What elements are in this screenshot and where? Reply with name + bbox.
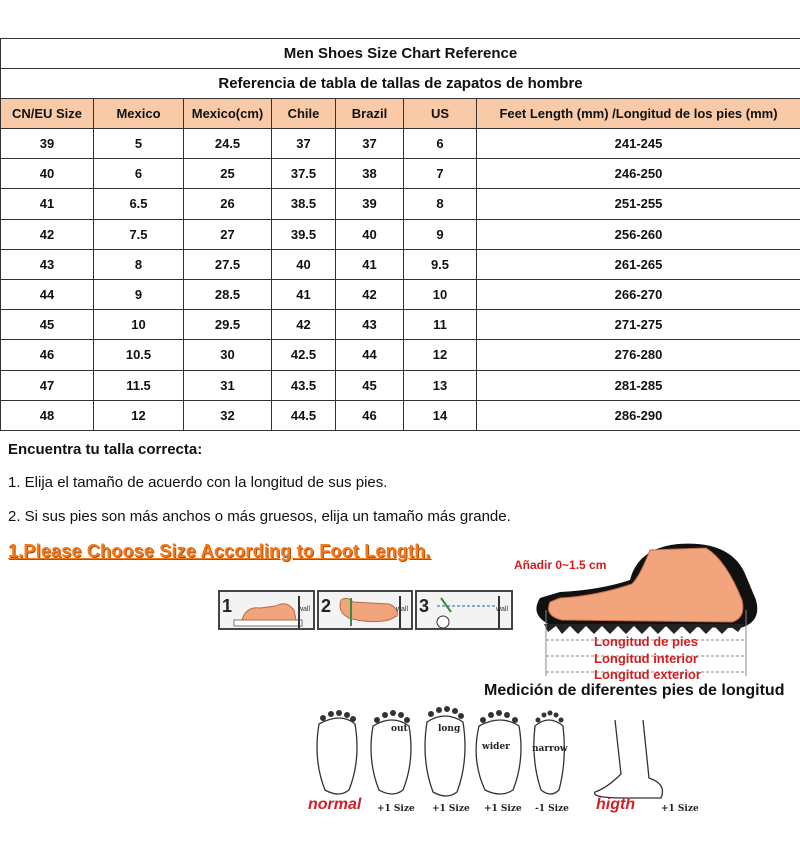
table-title-row	[1, 39, 800, 69]
table-cell: 10	[94, 310, 184, 340]
table-cell: 7	[404, 159, 477, 189]
table-cell: 32	[184, 400, 272, 430]
wider-foot-shape	[476, 720, 521, 794]
long-label: long	[438, 724, 461, 734]
table-row	[1, 370, 800, 400]
table-row	[1, 159, 800, 189]
table-cell: 12	[94, 400, 184, 430]
table-cell: 6	[404, 129, 477, 159]
table-cell: 11	[404, 310, 477, 340]
table-cell: 29.5	[184, 310, 272, 340]
table-cell: 43	[336, 310, 404, 340]
table-cell: 44	[336, 340, 404, 370]
table-cell: 38.5	[272, 189, 336, 219]
table-row	[1, 219, 800, 249]
table-row	[1, 129, 800, 159]
table-row	[1, 249, 800, 279]
table-cell: 241-245	[477, 129, 800, 159]
size-note-long: +1 Size	[432, 804, 470, 814]
table-row	[1, 310, 800, 340]
narrow-label: narrow	[532, 744, 568, 754]
table-cell: 39.5	[272, 219, 336, 249]
table-cell: 271-275	[477, 310, 800, 340]
table-title-es: Referencia de tabla de tallas de zapatos de hombre	[1, 69, 800, 99]
outer-length-label: Longitud exterior	[594, 667, 701, 682]
table-cell: 11.5	[94, 370, 184, 400]
header-us: US	[404, 99, 477, 129]
table-cell: 45	[336, 370, 404, 400]
header-cn-eu: CN/EU Size	[1, 99, 94, 129]
inner-length-label: Longitud interior	[594, 651, 698, 666]
table-cell: 27.5	[184, 249, 272, 279]
wall-label: wall	[395, 606, 408, 613]
step-number: 1	[222, 596, 233, 616]
size-note-out: +1 Size	[377, 804, 415, 814]
measure-step-1	[218, 590, 315, 630]
table-cell: 37	[272, 129, 336, 159]
table-cell: 46	[1, 340, 94, 370]
table-cell: 10.5	[94, 340, 184, 370]
table-cell: 42	[336, 279, 404, 309]
table-cell: 37	[336, 129, 404, 159]
table-cell: 9	[94, 279, 184, 309]
wall-label: wall	[495, 606, 508, 613]
foot-length-label: Longitud de pies	[594, 634, 698, 649]
table-row	[1, 279, 800, 309]
table-header-row	[1, 99, 800, 129]
normal-label: normal	[308, 796, 362, 813]
table-cell: 46	[336, 400, 404, 430]
add-margin-label: Añadir 0~1.5 cm	[514, 558, 607, 572]
table-cell: 261-265	[477, 249, 800, 279]
table-title-en: Men Shoes Size Chart Reference	[1, 39, 800, 69]
table-cell: 30	[184, 340, 272, 370]
table-cell: 39	[1, 129, 94, 159]
wall-label: wall	[297, 606, 310, 613]
table-cell: 251-255	[477, 189, 800, 219]
table-cell: 42	[1, 219, 94, 249]
table-cell: 281-285	[477, 370, 800, 400]
table-cell: 28.5	[184, 279, 272, 309]
header-chile: Chile	[272, 99, 336, 129]
find-size-heading: Encuentra tu talla correcta:	[8, 441, 203, 458]
instruction-step-2: 2. Si sus pies son más anchos o más gruesos, elija un tamaño más grande.	[8, 508, 511, 525]
size-note-high: +1 Size	[661, 804, 699, 814]
table-cell: 256-260	[477, 219, 800, 249]
out-label: out	[391, 724, 408, 734]
table-cell: 45	[1, 310, 94, 340]
measure-step-3	[415, 590, 513, 630]
step-number: 3	[419, 596, 430, 616]
table-row	[1, 340, 800, 370]
table-cell: 9	[404, 219, 477, 249]
table-row	[1, 400, 800, 430]
size-note-narrow: -1 Size	[535, 804, 569, 814]
table-cell: 27	[184, 219, 272, 249]
table-cell: 39	[336, 189, 404, 219]
table-cell: 286-290	[477, 400, 800, 430]
table-cell: 44.5	[272, 400, 336, 430]
wider-label: wider	[482, 742, 510, 752]
table-cell: 12	[404, 340, 477, 370]
table-cell: 43.5	[272, 370, 336, 400]
table-cell: 24.5	[184, 129, 272, 159]
table-cell: 246-250	[477, 159, 800, 189]
table-cell: 10	[404, 279, 477, 309]
table-cell: 5	[94, 129, 184, 159]
table-cell: 9.5	[404, 249, 477, 279]
table-cell: 276-280	[477, 340, 800, 370]
size-note-wider: +1 Size	[484, 804, 522, 814]
size-chart-table	[0, 38, 800, 431]
table-cell: 42	[272, 310, 336, 340]
table-cell: 31	[184, 370, 272, 400]
table-cell: 47	[1, 370, 94, 400]
normal-foot-shape	[317, 718, 357, 794]
high-arch-foot-shape	[595, 720, 663, 798]
table-cell: 40	[272, 249, 336, 279]
table-cell: 43	[1, 249, 94, 279]
header-feet-length: Feet Length (mm) /Longitud de los pies (mm)	[477, 99, 800, 129]
header-brazil: Brazil	[336, 99, 404, 129]
table-cell: 42.5	[272, 340, 336, 370]
table-cell: 26	[184, 189, 272, 219]
table-cell: 6	[94, 159, 184, 189]
narrow-foot-shape	[534, 720, 564, 794]
table-cell: 8	[94, 249, 184, 279]
table-cell: 48	[1, 400, 94, 430]
table-cell: 41	[336, 249, 404, 279]
table-cell: 266-270	[477, 279, 800, 309]
table-cell: 7.5	[94, 219, 184, 249]
table-cell: 14	[404, 400, 477, 430]
table-cell: 40	[336, 219, 404, 249]
table-cell: 40	[1, 159, 94, 189]
table-cell: 44	[1, 279, 94, 309]
table-title-row	[1, 69, 800, 99]
table-cell: 37.5	[272, 159, 336, 189]
header-mexico: Mexico	[94, 99, 184, 129]
instruction-step-1: 1. Elija el tamaño de acuerdo con la longitud de sus pies.	[8, 474, 388, 491]
table-cell: 13	[404, 370, 477, 400]
table-cell: 8	[404, 189, 477, 219]
table-cell: 38	[336, 159, 404, 189]
table-row	[1, 189, 800, 219]
table-cell: 6.5	[94, 189, 184, 219]
step-number: 2	[321, 596, 332, 616]
measure-step-2	[317, 590, 413, 630]
foot-types-title: Medición de diferentes pies de longitud	[484, 682, 785, 699]
table-cell: 41	[272, 279, 336, 309]
high-label: higth	[596, 796, 636, 813]
choose-size-heading: 1.Please Choose Size According to Foot Length.	[8, 541, 431, 561]
table-cell: 41	[1, 189, 94, 219]
header-mexico-cm: Mexico(cm)	[184, 99, 272, 129]
table-cell: 25	[184, 159, 272, 189]
